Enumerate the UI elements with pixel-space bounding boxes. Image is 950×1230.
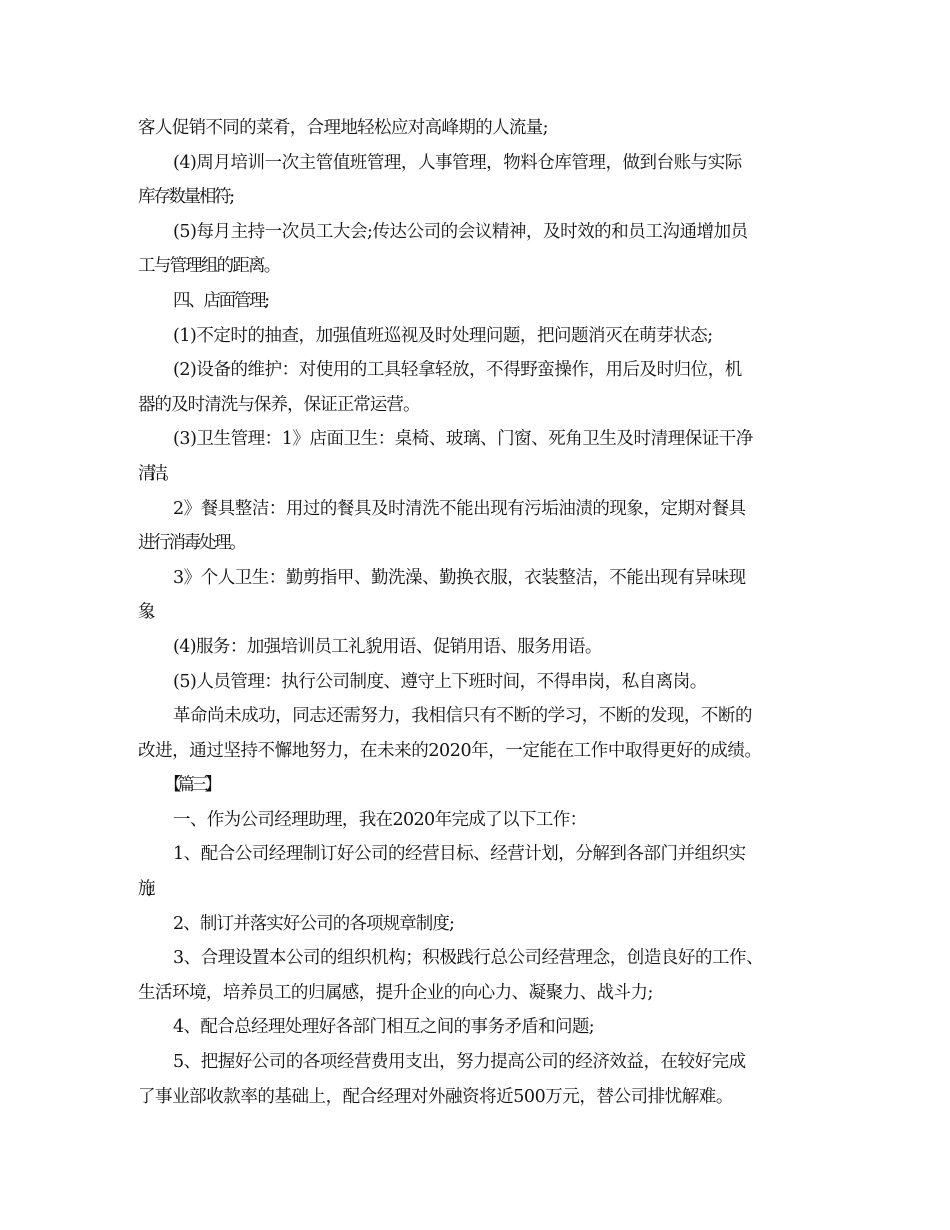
text-line: (4)周月培训一次主管值班管理，人事管理，物料仓库管理，做到台账与实际 (173, 152, 742, 173)
text-line: 客人促销不同的菜肴，合理地轻松应对高峰期的人流量; (138, 118, 548, 138)
text-line: 清洁。 (138, 463, 175, 484)
text-line: 5、把握好公司的各项经营费用支出，努力提高公司的经济效益，在较好完成 (173, 1052, 746, 1073)
text-line: (1)不定时的抽查，加强值班巡视及时处理问题，把问题消灭在萌芽状态; (173, 325, 713, 346)
text-line: 库存数量相符; (138, 187, 233, 208)
text-line: (2)设备的维护：对使用的工具轻拿轻放，不得野蛮操作，用后及时归位，机 (173, 360, 742, 381)
text-line: 象。 (138, 602, 157, 623)
document-body (138, 111, 828, 1114)
text-line: (5)人员管理：执行公司制度、遵守上下班时间，不得串岗，私自离岗。 (173, 671, 707, 692)
text-line: 了事业部收款率的基础上，配合经理对外融资将近500万元，替公司排忧解难。 (138, 1086, 733, 1107)
text-line: 4、配合总经理处理好各部门相互之间的事务矛盾和问题; (173, 1017, 595, 1038)
text-line: (4)服务：加强培训员工礼貌用语、促销用语、服务用语。 (173, 636, 602, 657)
text-line: 进行消毒处理。 (138, 533, 245, 554)
text-line: 工与管理组的距离。 (138, 256, 280, 277)
text-line: 1、配合公司经理制订好公司的经营目标、经营计划，分解到各部门并组织实 (173, 844, 746, 865)
text-line: (5)每月主持一次员工大会;传达公司的会议精神，及时效的和员工沟通增加员 (173, 221, 748, 242)
section-heading: 【篇三】 (164, 775, 218, 796)
text-line: 3、合理设置本公司的组织机构；积极践行总公司经营理念，创造良好的工作、 (173, 948, 764, 969)
text-line: 2、制订并落实好公司的各项规章制度; (173, 913, 455, 934)
text-line: 一、作为公司经理助理，我在2020年完成了以下工作： (173, 809, 587, 830)
text-line: 生活环境，培养员工的归属感，提升企业的向心力、凝聚力、战斗力; (138, 982, 653, 1003)
text-line: 器的及时清洗与保养，保证正常运营。 (138, 394, 420, 415)
text-line: (3)卫生管理：1》店面卫生：桌椅、玻璃、门窗、死角卫生及时清理保证干净 (173, 429, 753, 450)
text-line: 四、店面管理; (173, 290, 268, 311)
text-line: 革命尚未成功，同志还需努力，我相信只有不断的学习，不断的发现，不断的 (173, 706, 752, 727)
text-line: 2》餐具整洁：用过的餐具及时清洗不能出现有污垢油渍的现象，定期对餐具 (173, 498, 746, 519)
text-line: 改进，通过坚持不懈地努力，在未来的2020年，一定能在工作中取得更好的成绩。 (138, 740, 762, 761)
text-line: 3》个人卫生：勤剪指甲、勤洗澡、勤换衣服，衣装整洁，不能出现有异味现 (173, 567, 746, 588)
text-line: 施; (138, 879, 146, 900)
